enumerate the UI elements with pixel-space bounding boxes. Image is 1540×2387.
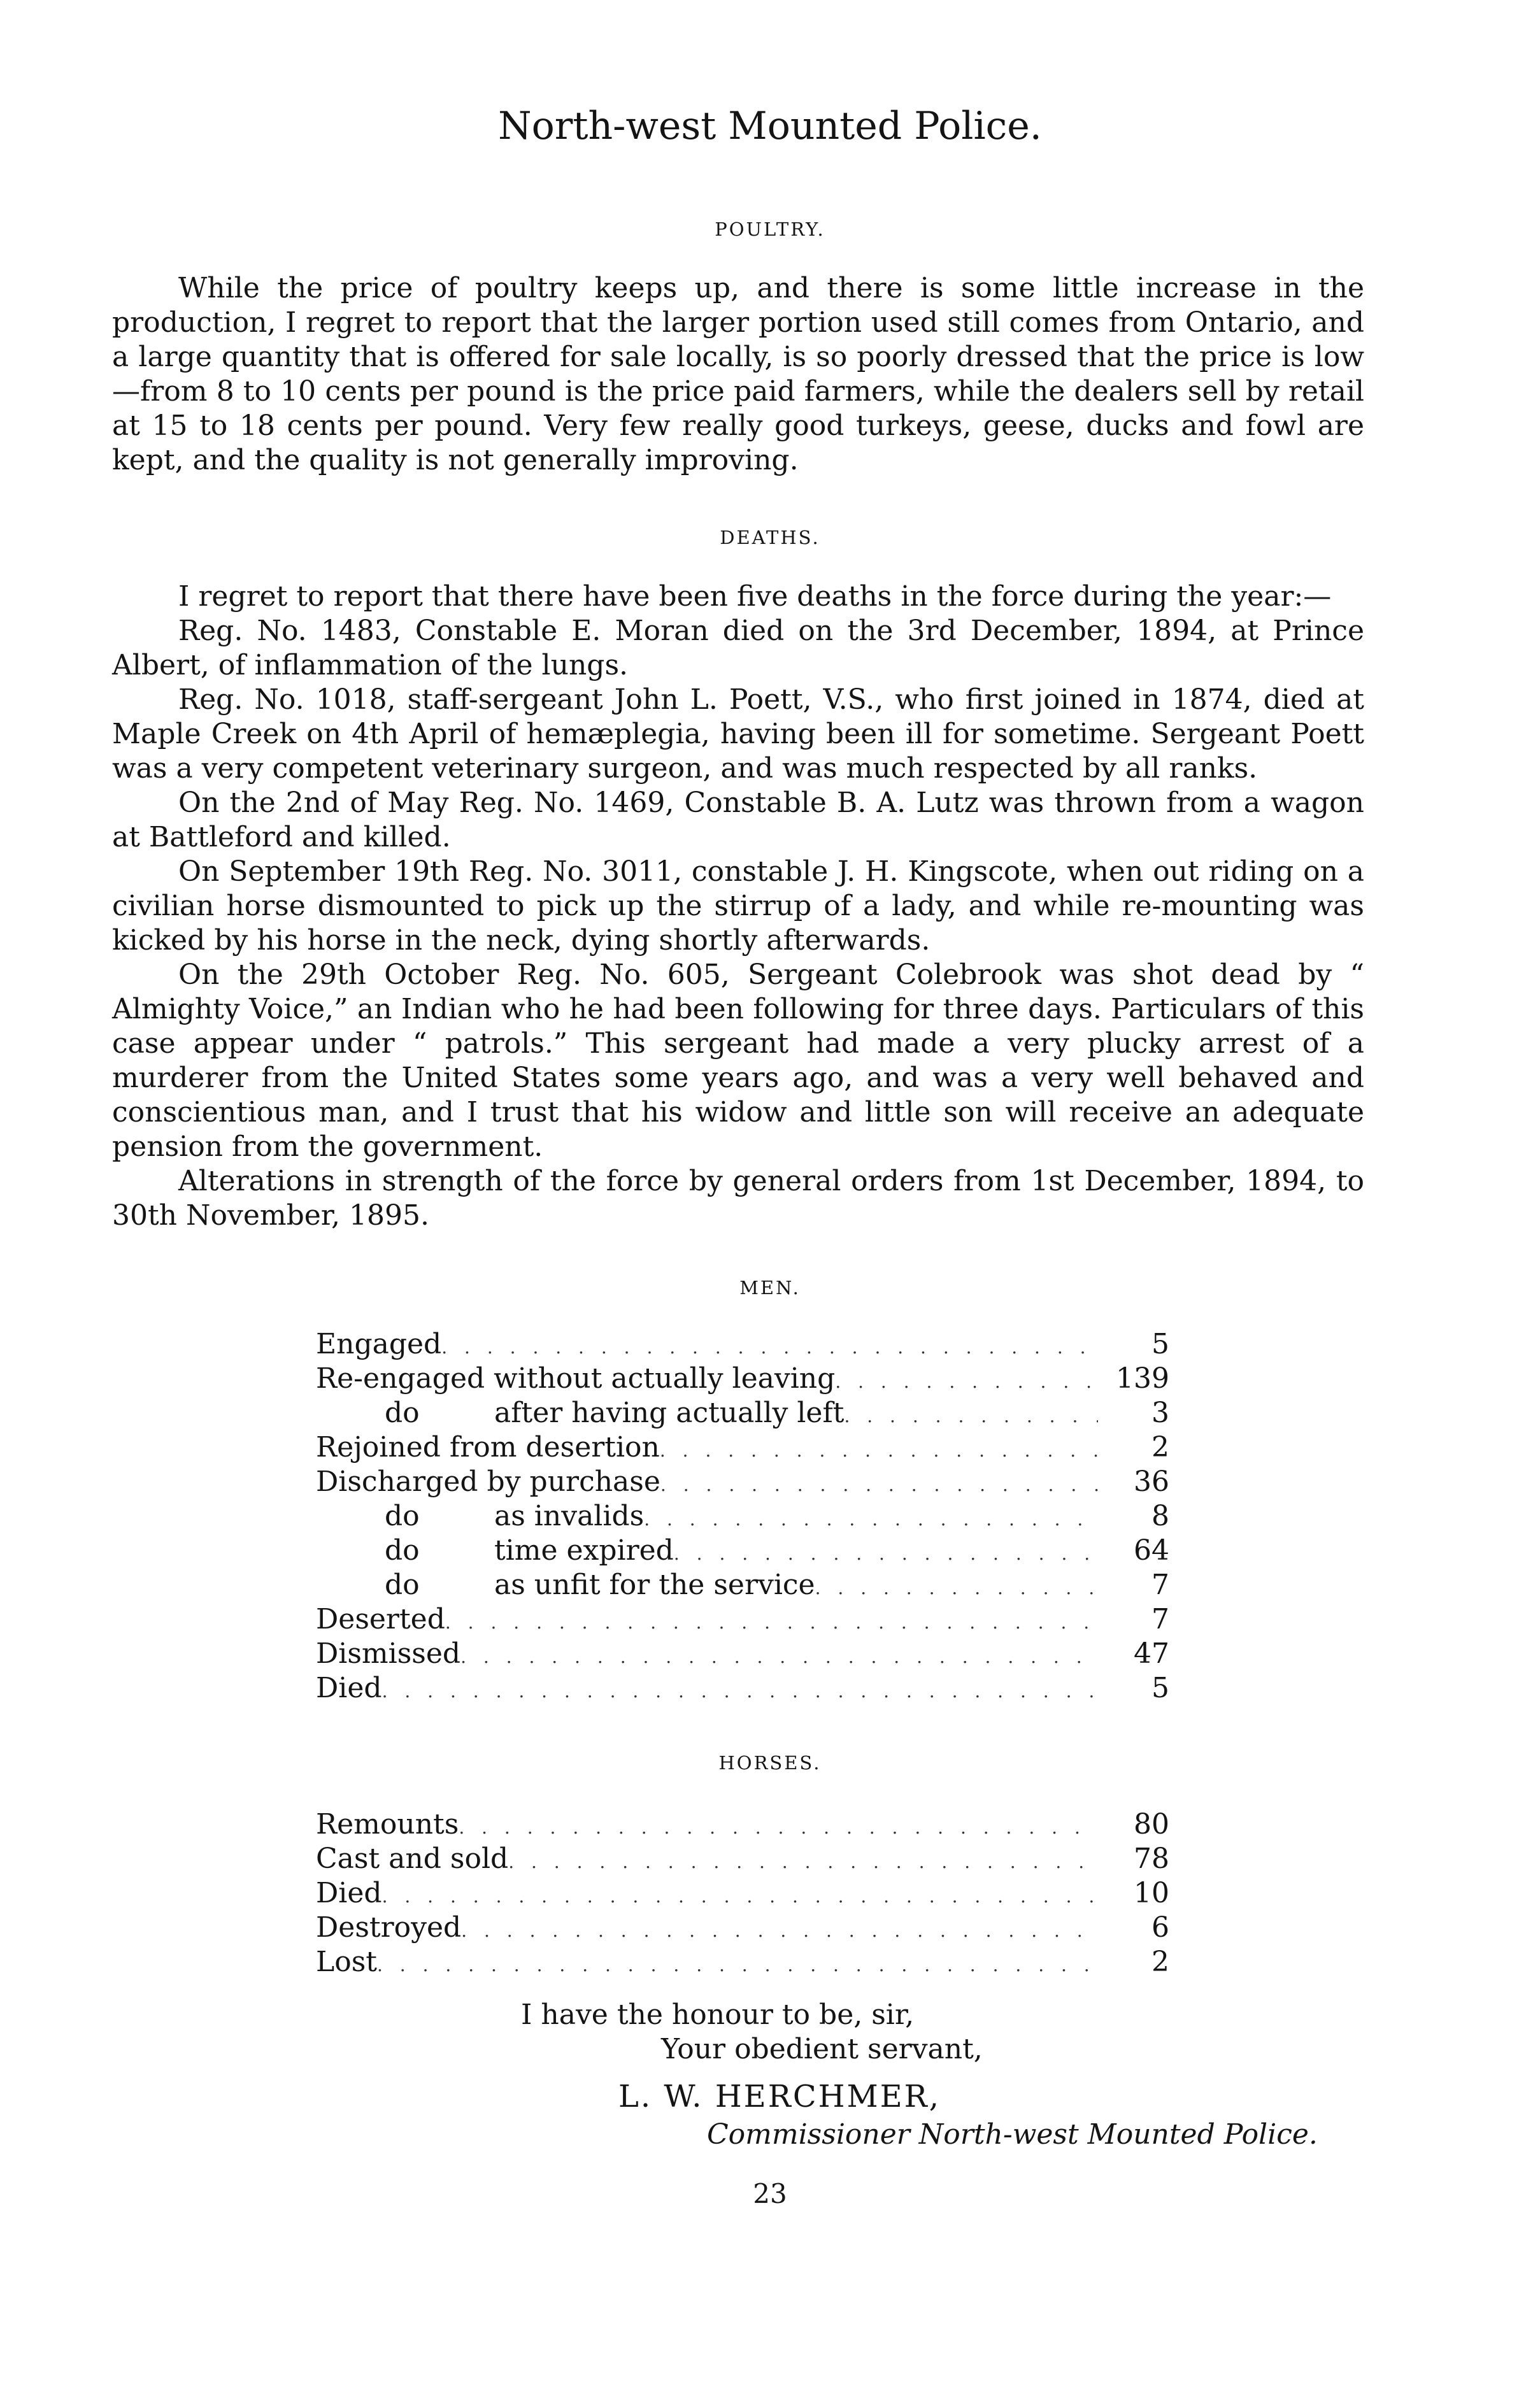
men-table-row [316,1499,1169,1534]
men-table-row [316,1430,1169,1465]
row-label-text: Remounts [316,1808,459,1841]
dot-leader [660,1434,1098,1468]
men-table-row [316,1637,1169,1671]
row-label [385,1568,815,1602]
dot-leader [508,1845,1098,1879]
row-label-text: as unfit for the service [494,1569,815,1601]
men-table-row [316,1396,1169,1430]
row-value: 7 [1151,1603,1169,1635]
men-table-row [316,1602,1169,1637]
row-label [316,1327,441,1362]
row-value: 78 [1134,1842,1169,1875]
men-table-row [316,1362,1169,1396]
signature-title: Commissioner North-west Mounted Police. [707,2118,1318,2151]
death-moran-paragraph: Reg. No. 1483, Constable E. Moran died on the 3rd December, 1894, at Prince Albert, of inflammation of the lungs. [112,615,1364,681]
death-lutz-paragraph: On the 2nd of May Reg. No. 1469, Constable B. A. Lutz was thrown from a wagon at Battleford and killed. [112,787,1364,853]
page-number: 23 [753,2178,787,2209]
dot-leader [835,1365,1098,1399]
horses-table-row [316,1876,1169,1911]
row-label [316,1671,382,1706]
row-value: 8 [1151,1500,1169,1532]
closing-line-2: Your obedient servant, [661,2033,983,2065]
men-table-row [316,1568,1169,1602]
row-value: 5 [1151,1328,1169,1360]
row-label-text: Died [316,1672,382,1704]
row-value: 3 [1151,1397,1169,1429]
row-label-text: Deserted [316,1603,445,1635]
row-label [316,1602,445,1637]
men-table [316,1327,1169,1706]
row-value: 7 [1151,1569,1169,1601]
row-label-text: Died [316,1877,382,1909]
men-table-row [316,1327,1169,1362]
dot-leader [377,1948,1098,1983]
row-value: 5 [1151,1672,1169,1704]
row-value: 36 [1134,1465,1169,1498]
row-value: 6 [1151,1911,1169,1944]
deaths-heading: DEATHS. [720,527,820,548]
ditto-mark: do [385,1569,420,1601]
row-label-text: time expired [494,1534,674,1567]
poultry-heading: POULTRY. [715,218,825,240]
row-label [385,1534,674,1568]
row-value: 64 [1134,1534,1169,1567]
poultry-paragraph: While the price of poultry keeps up, and there is some little increase in the production, I regret to report that the larger portion used still comes from Ontario, and a large quantity that is offered for sale locally, is so poorly dressed that the price is low—from 8 to 10 cents per pound is the price paid farmers, while the dealers sell by retail at 15 to 18 cents per pound. Very few really good turkeys, geese, ducks and fowl are kept, and the quality is not generally improving. [112,272,1364,476]
horses-table-row [316,1911,1169,1945]
ditto-mark: do [385,1534,420,1567]
death-colebrook-paragraph: On the 29th October Reg. No. 605, Sergeant Colebrook was shot dead by “ Almighty Voice,” an Indian who he had been following for three days. Particulars of this case appear under “ patrols.” This sergeant had made a very plucky arrest of a murderer from the United States some years ago, and was a very well behaved and conscientious man, and I trust that his widow and little son will receive an adequate pension from the government. [112,958,1364,1163]
ditto-mark: do [385,1500,420,1532]
row-value: 10 [1134,1877,1169,1909]
dot-leader [674,1537,1098,1571]
row-value: 2 [1151,1431,1169,1464]
death-poett-paragraph: Reg. No. 1018, staff-sergeant John L. Poett, V.S., who first joined in 1874, died at Maple Creek on 4th April of hemæplegia, having been ill for sometime. Sergeant Poett was a very competent veterinary surgeon, and was much respected by all ranks. [112,683,1364,785]
row-label [385,1396,844,1430]
dot-leader [459,1811,1098,1845]
ditto-mark: do [385,1397,420,1429]
closing-line-1: I have the honour to be, sir, [521,1999,915,2031]
deaths-section [112,580,1364,1233]
row-label-text: after having actually left [494,1397,845,1429]
deaths-intro-paragraph: I regret to report that there have been five deaths in the force during the year:— [178,580,1332,613]
men-table-row [316,1671,1169,1706]
horses-table-row [316,1842,1169,1876]
row-label [385,1499,644,1534]
row-label [316,1637,460,1671]
row-value: 139 [1116,1362,1169,1395]
death-kingscote-paragraph: On September 19th Reg. No. 3011, constable J. H. Kingscote, when out riding on a civilian horse dismounted to pick up the stirrup of a lady, and while re-mounting was kicked by his horse in the neck, dying shortly afterwards. [112,855,1364,957]
row-label [316,1807,459,1842]
dot-leader [382,1674,1098,1709]
row-label [316,1465,660,1499]
dot-leader [644,1502,1098,1537]
horses-table-row [316,1945,1169,1979]
row-label [316,1911,461,1945]
row-label-text: Engaged [316,1328,442,1360]
row-value: 47 [1134,1637,1169,1670]
horses-heading: HORSES. [718,1752,822,1774]
poultry-section [112,271,1364,478]
men-table-row [316,1534,1169,1568]
dot-leader [815,1571,1098,1606]
row-label-text: Cast and sold [316,1842,509,1875]
row-label [316,1430,660,1465]
row-label-text: Lost [316,1946,377,1978]
strength-alterations-paragraph: Alterations in strength of the force by general orders from 1st December, 1894, to 30th November, 1895. [112,1165,1364,1232]
row-label-text: Destroyed [316,1911,462,1944]
row-value: 80 [1134,1808,1169,1841]
row-label [316,1876,382,1911]
row-label-text: Discharged by purchase [316,1465,660,1498]
row-label-text: Re-engaged without actually leaving [316,1362,836,1395]
horses-table [316,1807,1169,1979]
row-label [316,1842,508,1876]
row-label-text: Rejoined from desertion [316,1431,660,1464]
dot-leader [660,1468,1098,1502]
dot-leader [382,1879,1098,1914]
row-value: 2 [1151,1946,1169,1978]
dot-leader [844,1399,1098,1434]
dot-leader [461,1914,1098,1948]
dot-leader [445,1606,1098,1640]
dot-leader [460,1640,1098,1674]
row-label [316,1362,835,1396]
men-table-row [316,1465,1169,1499]
men-heading: MEN. [739,1277,801,1299]
signature-name: L. W. HERCHMER, [618,2079,941,2114]
dot-leader [441,1330,1098,1365]
row-label-text: as invalids [494,1500,645,1532]
row-label-text: Dismissed [316,1637,461,1670]
page-header: North-west Mounted Police. [498,104,1042,148]
row-label [316,1945,377,1979]
horses-table-row [316,1807,1169,1842]
